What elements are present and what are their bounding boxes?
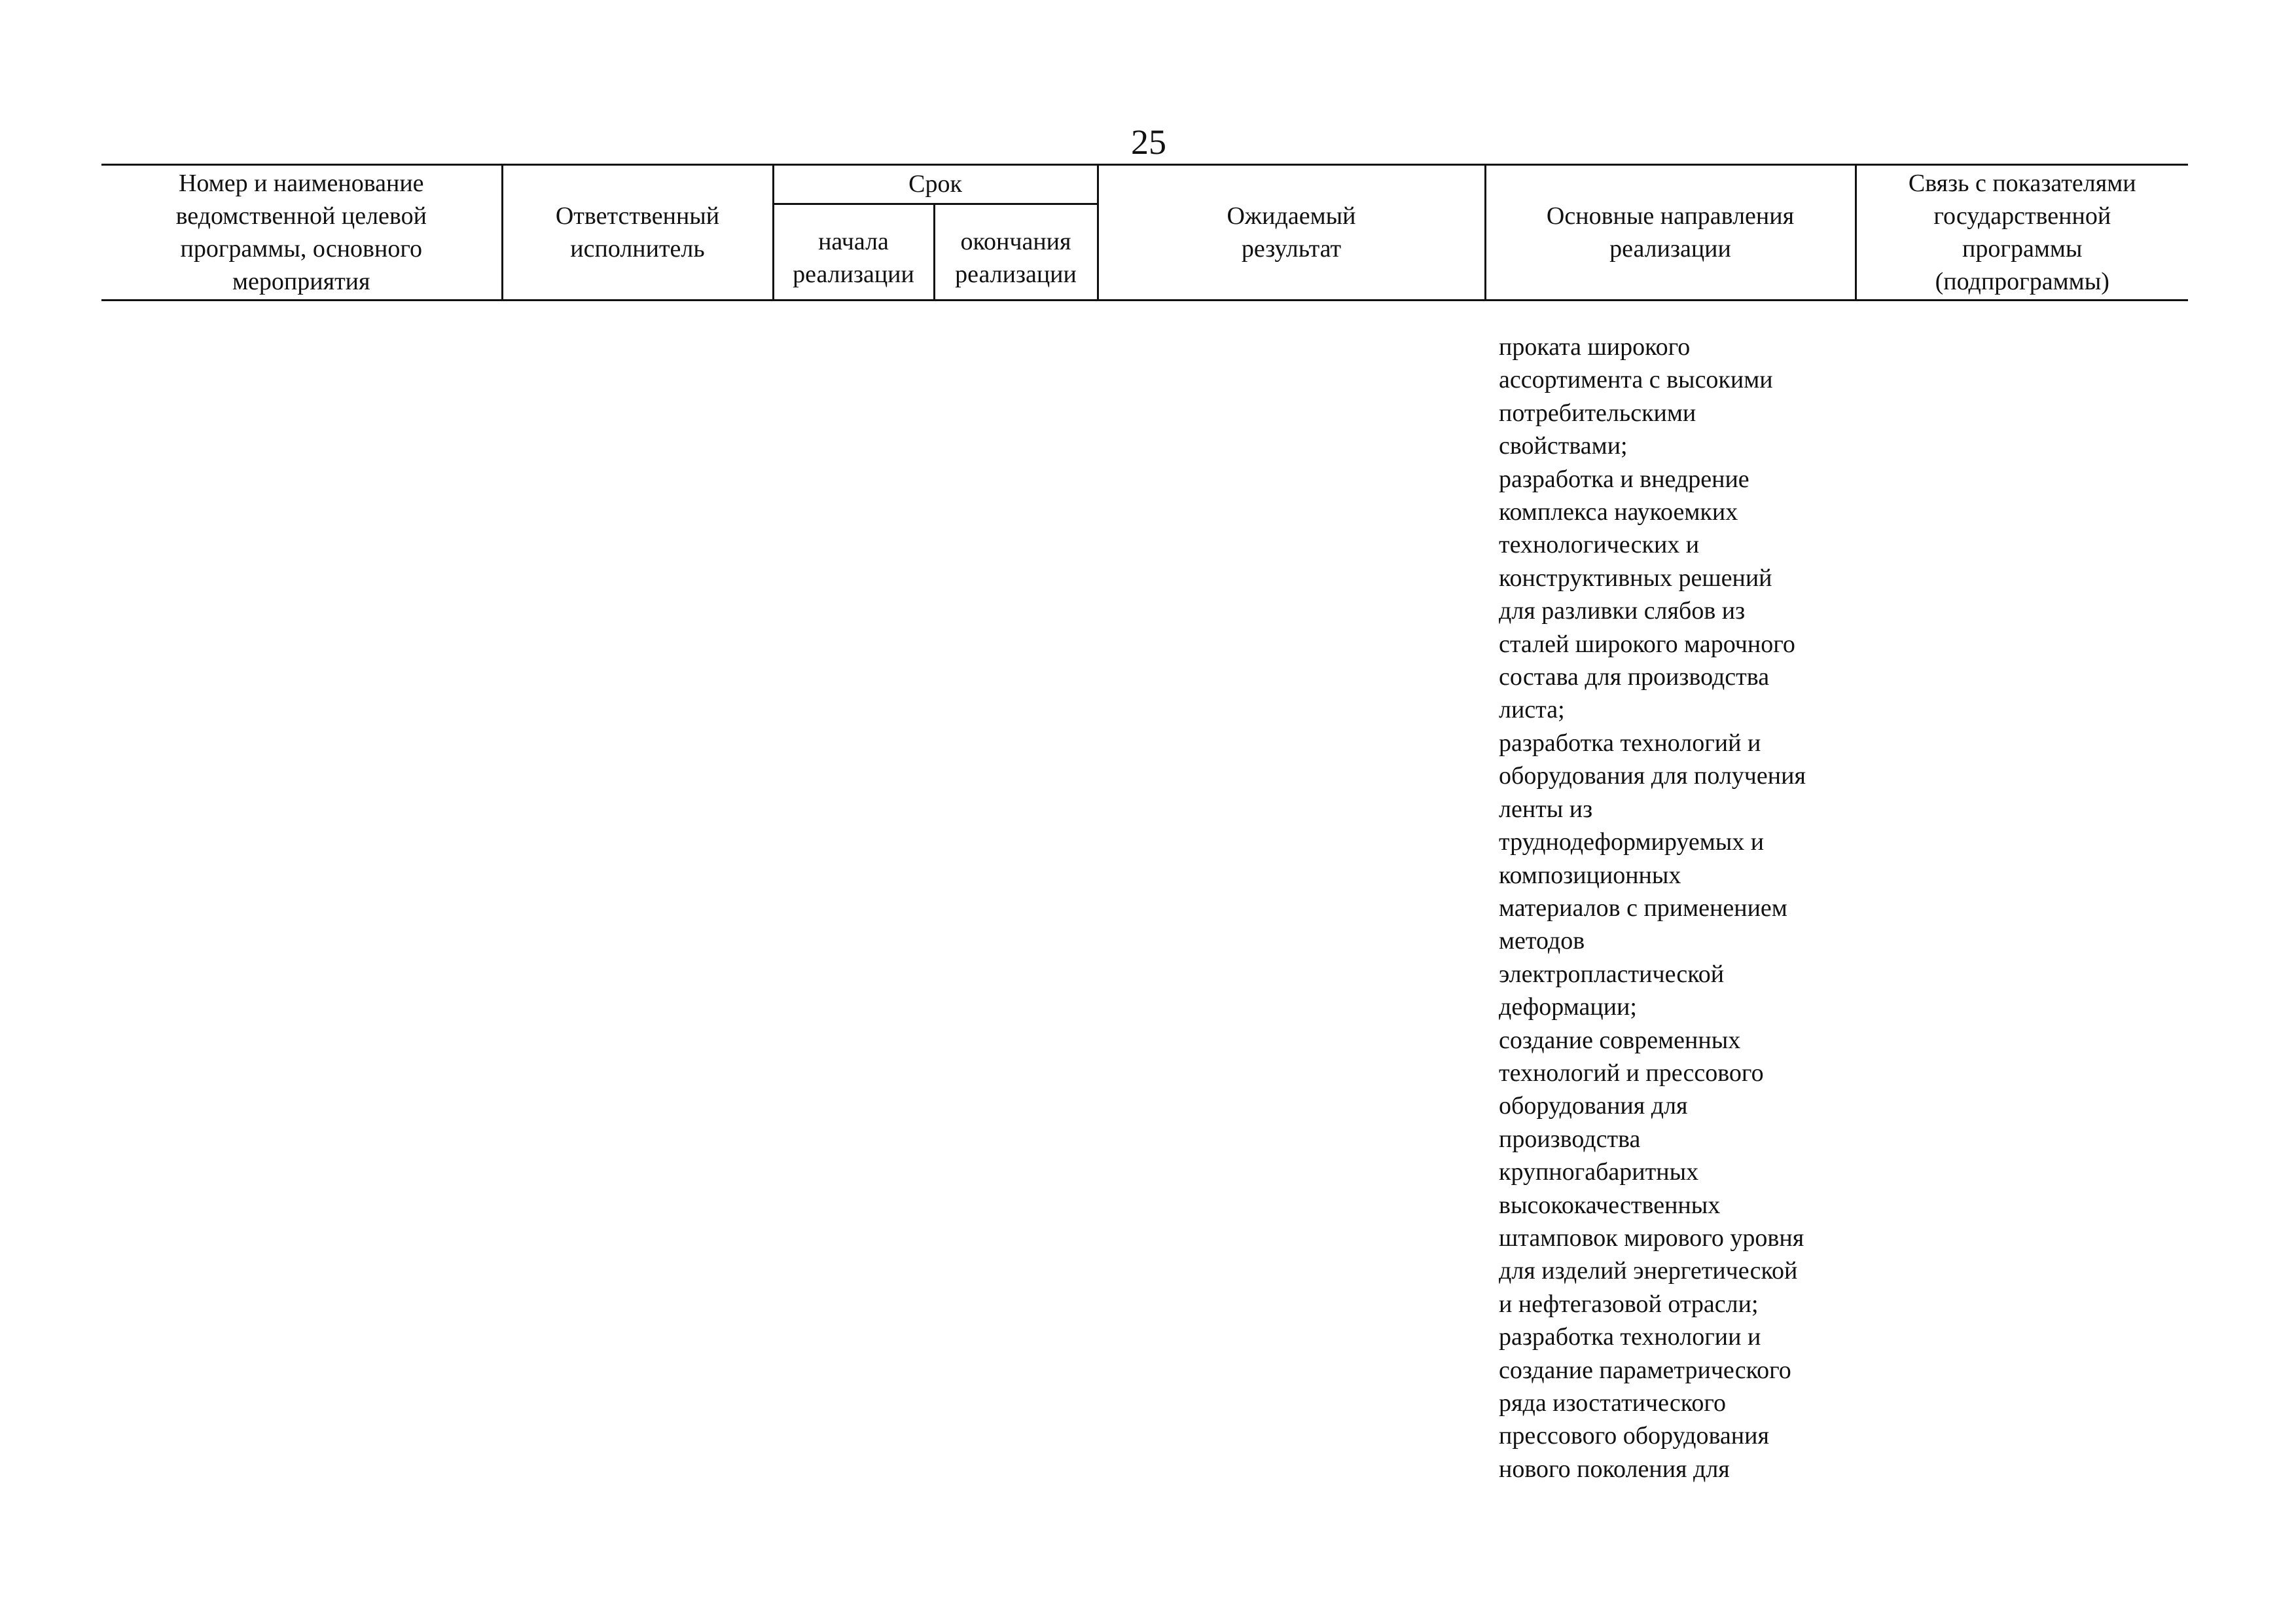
column-header-main-directions-label: Основные направления реализации [1546, 202, 1795, 263]
column-header-expected-result [1098, 165, 1485, 301]
column-header-expected-result-label: Ожидаемый результат [1227, 202, 1356, 263]
column-header-term [773, 165, 1098, 204]
column-header-executor-label: Ответственный исполнитель [555, 202, 720, 263]
column-header-end-label: окончания реализации [955, 227, 1077, 288]
column-header-end [934, 204, 1098, 300]
main-directions-text: проката широкого ассортимента с высокими потребительскими свойствами; разработка и внедрение комплекса наукоемких технологических и конструктивных решений для разливки слябов из сталей широкого марочного состава для производства листа; разработка технологий и оборудования для получения ленты из труднодеформируемых и композиционных материалов с применением методов электропластической деформации; создание современных технологий и прессового оборудования для производства крупногабаритных высококачественных штамповок мирового уровня для изделий энергетической и нефтегазовой отрасли; разработка технологии и создание параметрического ряда изостатического прессового оборудования нового поколения для [1499, 333, 1806, 1483]
column-header-main-directions [1485, 165, 1856, 301]
table-header [101, 164, 2188, 301]
column-header-executor [502, 165, 773, 301]
column-header-program-name [101, 165, 502, 301]
column-header-start-label: начала реализации [793, 227, 914, 288]
column-header-indicators-link-label: Связь с показателями государственной программы (подпрограммы) [1908, 170, 2136, 295]
column-header-indicators-link [1856, 165, 2188, 301]
page-number: 25 [1131, 122, 1166, 162]
column-header-term-label: Срок [908, 170, 962, 198]
column-header-start [773, 204, 934, 300]
column-header-program-name-label: Номер и наименование ведомственной целевой программы, основного мероприятия [175, 170, 427, 295]
